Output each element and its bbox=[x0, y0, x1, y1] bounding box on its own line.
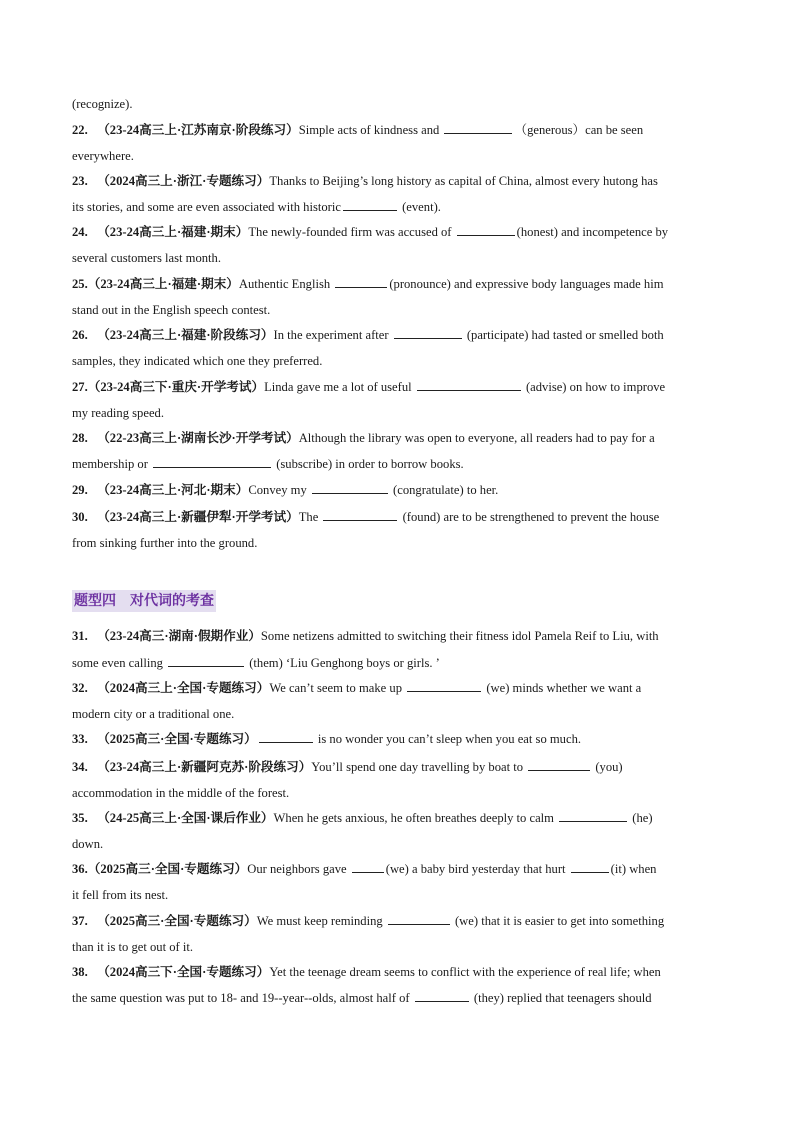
question-32 bbox=[72, 680, 641, 696]
answer-blank[interactable] bbox=[168, 655, 244, 667]
question-text: We can’t seem to make up bbox=[269, 681, 406, 695]
question-source: （24-25高三上·全国·课后作业） bbox=[97, 811, 274, 825]
question-source: （23-24高三上·福建·期末） bbox=[97, 225, 249, 239]
text-line: several customers last month. bbox=[72, 251, 221, 265]
question-hint: (you) bbox=[592, 760, 623, 774]
question-text: The newly-founded firm was accused of bbox=[248, 225, 455, 239]
question-text: Our neighbors gave bbox=[247, 862, 350, 876]
answer-blank[interactable] bbox=[571, 861, 609, 873]
question-number: 30. bbox=[72, 510, 88, 524]
question-text: Convey my bbox=[248, 483, 310, 497]
question-text: the same question was put to 18- and 19--year--olds, almost half of bbox=[72, 991, 413, 1005]
question-33 bbox=[72, 731, 581, 747]
question-number: 27. bbox=[72, 380, 88, 394]
question-27 bbox=[72, 379, 665, 395]
question-text: some even calling bbox=[72, 656, 167, 670]
question-number: 22. bbox=[72, 123, 88, 137]
text-line: down. bbox=[72, 837, 104, 851]
question-source: （23-24高三上·江苏南京·阶段练习） bbox=[97, 123, 299, 137]
answer-blank[interactable] bbox=[407, 680, 481, 692]
answer-blank[interactable] bbox=[259, 731, 313, 743]
question-29 bbox=[72, 482, 498, 498]
question-number: 35. bbox=[72, 811, 88, 825]
question-text: Although the library was open to everyone, all readers had to pay for a bbox=[298, 431, 655, 445]
question-26 bbox=[72, 327, 664, 343]
question-source: （2024高三下·全国·专题练习） bbox=[97, 965, 270, 979]
text-line: than it is to get out of it. bbox=[72, 940, 194, 954]
question-number: 36. bbox=[72, 862, 88, 876]
answer-blank[interactable] bbox=[457, 224, 515, 236]
answer-blank[interactable] bbox=[388, 913, 450, 925]
question-31 bbox=[72, 628, 659, 644]
answer-blank[interactable] bbox=[153, 456, 271, 468]
question-35 bbox=[72, 810, 653, 826]
text-line: accommodation in the middle of the forest. bbox=[72, 786, 290, 800]
text-line: it fell from its nest. bbox=[72, 888, 169, 902]
question-number: 37. bbox=[72, 914, 88, 928]
text-line: everywhere. bbox=[72, 149, 134, 163]
question-30 bbox=[72, 509, 659, 525]
question-hint: (them) ‘Liu Genghong boys or girls. ’ bbox=[246, 656, 440, 670]
answer-blank[interactable] bbox=[444, 122, 512, 134]
question-hint: （generous）can be seen bbox=[514, 123, 644, 137]
answer-blank[interactable] bbox=[343, 199, 397, 211]
question-text: Thanks to Beijing’s long history as capital of China, almost every hutong has bbox=[269, 174, 658, 188]
question-number: 23. bbox=[72, 174, 88, 188]
text-line: my reading speed. bbox=[72, 406, 164, 420]
question-22 bbox=[72, 122, 643, 138]
question-hint: (we) minds whether we want a bbox=[483, 681, 642, 695]
question-number: 32. bbox=[72, 681, 88, 695]
question-hint: is no wonder you can’t sleep when you eat so much. bbox=[314, 732, 582, 746]
question-source: （23-24高三·湖南·假期作业） bbox=[97, 629, 261, 643]
text-line bbox=[72, 655, 440, 671]
question-text: We must keep reminding bbox=[256, 914, 386, 928]
text-line bbox=[72, 990, 652, 1006]
text-line bbox=[72, 199, 441, 215]
question-text: You’ll spend one day travelling by boat to bbox=[311, 760, 527, 774]
question-number: 28. bbox=[72, 431, 88, 445]
question-37 bbox=[72, 913, 664, 929]
question-text: When he gets anxious, he often breathes deeply to calm bbox=[273, 811, 558, 825]
question-hint: (pronounce) and expressive body languages made him bbox=[389, 277, 664, 291]
text-line: stand out in the English speech contest. bbox=[72, 303, 271, 317]
question-hint: (honest) and incompetence by bbox=[516, 225, 669, 239]
question-hint: (event). bbox=[398, 200, 441, 214]
answer-blank[interactable] bbox=[352, 861, 384, 873]
question-number: 38. bbox=[72, 965, 88, 979]
question-hint: (advise) on how to improve bbox=[522, 380, 666, 394]
text-line: modern city or a traditional one. bbox=[72, 707, 235, 721]
question-source: （23-24高三上·福建·阶段练习） bbox=[97, 328, 274, 342]
question-number: 33. bbox=[72, 732, 88, 746]
question-hint: (it) when bbox=[610, 862, 657, 876]
question-text: membership or bbox=[72, 457, 152, 471]
question-text: In the experiment after bbox=[273, 328, 392, 342]
question-number: 31. bbox=[72, 629, 88, 643]
text-line: from sinking further into the ground. bbox=[72, 536, 258, 550]
question-source: （23-24高三上·新疆阿克苏·阶段练习） bbox=[97, 760, 312, 774]
question-text: (we) a baby bird yesterday that hurt bbox=[385, 862, 569, 876]
question-source: （2025高三·全国·专题练习） bbox=[97, 732, 257, 746]
question-28 bbox=[72, 430, 655, 446]
question-25 bbox=[72, 276, 664, 292]
question-source: （2024高三上·全国·专题练习） bbox=[97, 681, 270, 695]
answer-blank[interactable] bbox=[559, 810, 627, 822]
section-heading: 题型四 对代词的考查 bbox=[72, 590, 216, 612]
question-text: Some netizens admitted to switching their fitness idol Pamela Reif to Liu, with bbox=[260, 629, 659, 643]
answer-blank[interactable] bbox=[312, 482, 388, 494]
question-hint: (congratulate) to her. bbox=[389, 483, 499, 497]
question-hint: (found) are to be strengthened to prevent the house bbox=[399, 510, 660, 524]
question-38 bbox=[72, 964, 661, 980]
answer-blank[interactable] bbox=[417, 379, 521, 391]
question-hint: (he) bbox=[629, 811, 653, 825]
question-number: 24. bbox=[72, 225, 88, 239]
answer-blank[interactable] bbox=[394, 327, 462, 339]
text-line bbox=[72, 456, 464, 472]
question-source: （23-24高三下·重庆·开学考试） bbox=[87, 380, 265, 394]
question-36 bbox=[72, 861, 656, 877]
answer-blank[interactable] bbox=[335, 276, 387, 288]
question-hint: (participate) had tasted or smelled both bbox=[463, 328, 664, 342]
question-number: 29. bbox=[72, 483, 88, 497]
question-source: （2025高三·全国·专题练习） bbox=[87, 862, 248, 876]
text-line: samples, they indicated which one they preferred. bbox=[72, 354, 323, 368]
question-hint: (subscribe) in order to borrow books. bbox=[273, 457, 464, 471]
question-23 bbox=[72, 173, 658, 189]
question-34 bbox=[72, 759, 623, 775]
question-source: （23-24高三上·新疆伊犁·开学考试） bbox=[97, 510, 299, 524]
question-source: （22-23高三上·湖南长沙·开学考试） bbox=[97, 431, 299, 445]
question-number: 34. bbox=[72, 760, 88, 774]
question-text: Yet the teenage dream seems to conflict with the experience of real life; when bbox=[269, 965, 661, 979]
text-line: (recognize). bbox=[72, 97, 133, 111]
question-text: Linda gave me a lot of useful bbox=[264, 380, 415, 394]
question-number: 25. bbox=[72, 277, 88, 291]
question-number: 26. bbox=[72, 328, 88, 342]
answer-blank[interactable] bbox=[323, 509, 397, 521]
question-text: Simple acts of kindness and bbox=[298, 123, 443, 137]
question-source: （23-24高三上·福建·期末） bbox=[87, 277, 239, 291]
question-source: （2025高三·全国·专题练习） bbox=[97, 914, 257, 928]
question-hint: (they) replied that teenagers should bbox=[470, 991, 652, 1005]
answer-blank[interactable] bbox=[415, 990, 469, 1002]
answer-blank[interactable] bbox=[528, 759, 590, 771]
question-source: （2024高三上·浙江·专题练习） bbox=[97, 174, 270, 188]
question-text: The bbox=[298, 510, 322, 524]
question-hint: (we) that it is easier to get into something bbox=[451, 914, 665, 928]
question-text: Authentic English bbox=[238, 277, 334, 291]
question-text: its stories, and some are even associated with historic bbox=[72, 200, 341, 214]
question-source: （23-24高三上·河北·期末） bbox=[97, 483, 249, 497]
question-24 bbox=[72, 224, 668, 240]
